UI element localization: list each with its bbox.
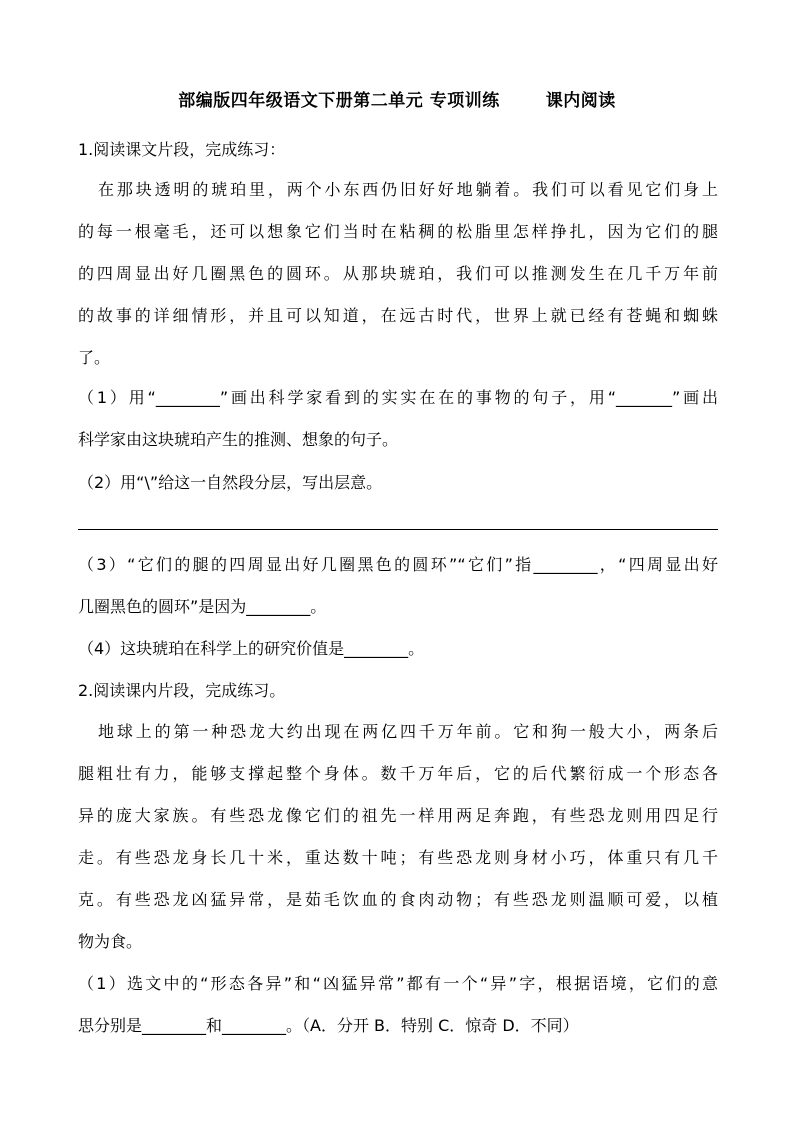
q2-heading: 2.阅读课内片段，完成练习。 xyxy=(78,681,286,700)
q1-passage-line: 的每一根毫毛，还可以想象它们当时在粘稠的松脂里怎样挣扎，因为它们的腿 xyxy=(78,222,718,241)
title-main: 部编版四年级语文下册第二单元 专项训练 xyxy=(178,91,500,111)
q2-passage-line: 克。有些恐龙凶猛异常，是茹毛饮血的食肉动物；有些恐龙则温顺可爱，以植 xyxy=(78,890,718,909)
page-title xyxy=(0,86,794,111)
q1-sub1-line: 科学家由这块琥珀产生的推测、想象的句子。 xyxy=(78,430,399,449)
q1-heading: 1.阅读课文片段，完成练习： xyxy=(78,140,286,159)
q2-sub1-line: （1）选文中的“形态各异”和“凶猛异常”都有一个“异”字，根据语境，它们的意 xyxy=(78,974,718,993)
q1-sub3-line: 几圈黑色的圆环”是因为________。 xyxy=(78,597,327,616)
q1-passage-line: 在那块透明的琥珀里，两个小东西仍旧好好地躺着。我们可以看见它们身上 xyxy=(98,180,718,199)
q1-passage-line: 了。 xyxy=(78,348,111,367)
q2-passage-line: 物为食。 xyxy=(78,932,143,951)
q1-sub1-line: （1）用“________”画出科学家看到的实实在在的事物的句子，用“_______”画出 xyxy=(78,388,718,407)
q1-sub3-line: （3）“它们的腿的四周显出好几圈黑色的圆环”“它们”指________，“四周显出好 xyxy=(78,555,718,574)
q2-passage-line: 异的庞大家族。有些恐龙像它们的祖先一样用两足奔跑，有些恐龙则用四足行 xyxy=(78,806,718,825)
q1-sub4: （4）这块琥珀在科学上的研究价值是________。 xyxy=(78,639,425,658)
title-sub: 课内阅读 xyxy=(545,91,616,111)
answer-line[interactable] xyxy=(78,529,718,530)
q1-sub2: （2）用“\”给这一自然段分层，写出层意。 xyxy=(78,473,383,492)
q2-sub1-line: 思分别是________和________。（A．分开 B．特别 C．惊奇 D．不同） xyxy=(78,1016,579,1035)
q2-passage-line: 走。有些恐龙身长几十米，重达数十吨；有些恐龙则身材小巧，体重只有几千 xyxy=(78,848,718,867)
q2-passage-line: 腿粗壮有力，能够支撑起整个身体。数千万年后，它的后代繁衍成一个形态各 xyxy=(78,764,718,783)
q1-passage-line: 的四周显出好几圈黑色的圆环。从那块琥珀，我们可以推测发生在几千万年前 xyxy=(78,264,718,283)
q2-passage-line: 地球上的第一种恐龙大约出现在两亿四千万年前。它和狗一般大小，两条后 xyxy=(98,722,718,741)
q1-passage-line: 的故事的详细情形，并且可以知道，在远古时代，世界上就已经有苍蝇和蜘蛛 xyxy=(78,306,718,325)
